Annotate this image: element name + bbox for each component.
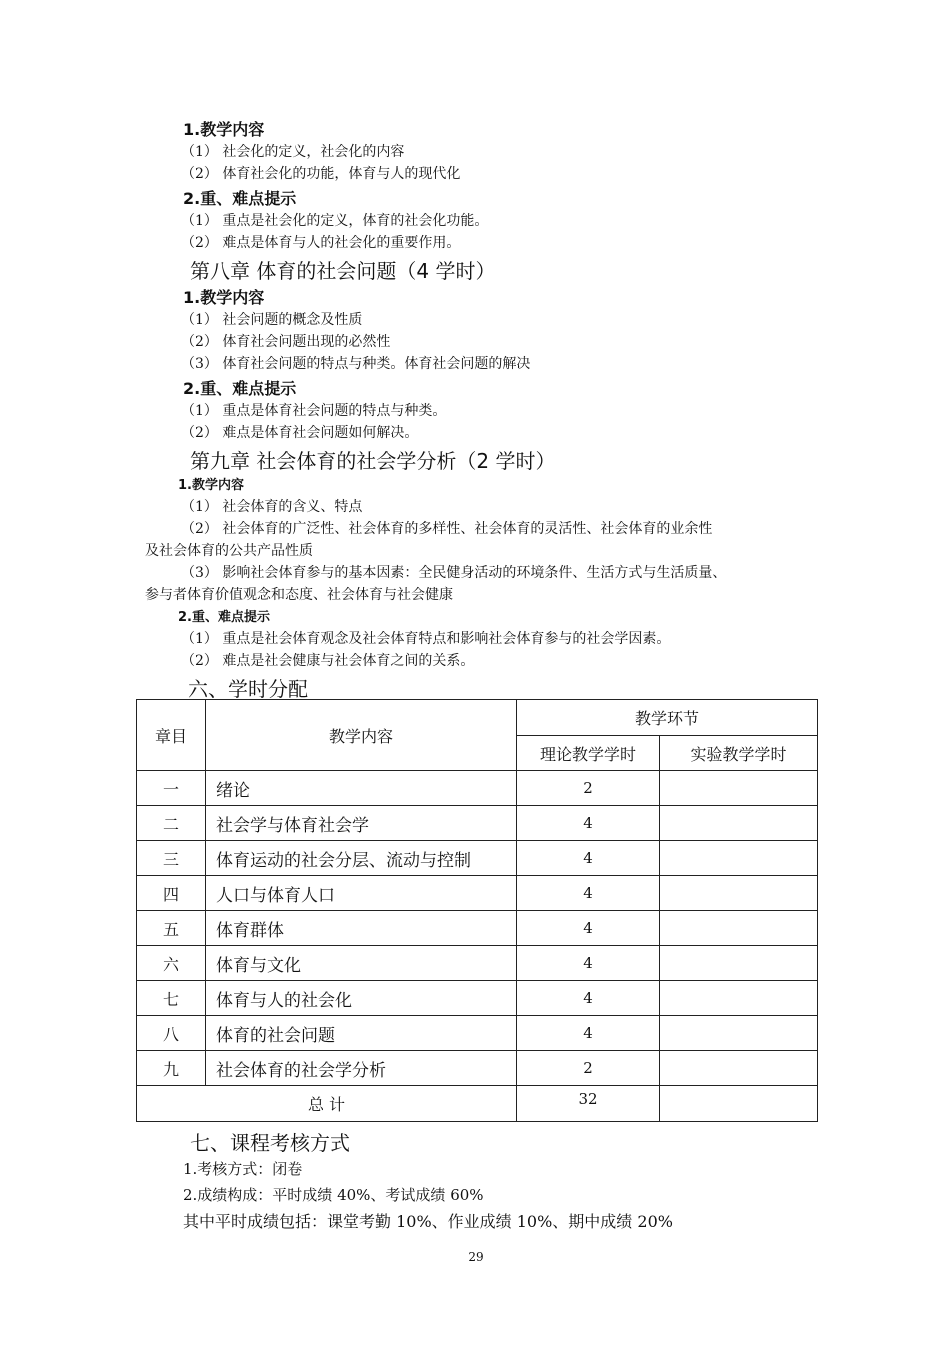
- row-lab-hours: [660, 841, 818, 876]
- row-chapter-number: 二: [137, 806, 206, 841]
- col-header-lab-hours: 实验教学学时: [660, 736, 818, 771]
- row-theory-hours: 2: [517, 771, 660, 806]
- ch9-key-item-2: （2） 难点是社会健康与社会体育之间的关系。: [181, 653, 475, 669]
- ch9-content-item-2a: （2） 社会体育的广泛性、社会体育的多样性、社会体育的灵活性、社会体育的业余性: [181, 521, 713, 537]
- row-chapter-number: 四: [137, 876, 206, 911]
- table-row: [137, 876, 818, 911]
- row-chapter-number: 五: [137, 911, 206, 946]
- row-content: 体育群体: [206, 911, 517, 946]
- total-row: [137, 1086, 818, 1122]
- row-content: 人口与体育人口: [206, 876, 517, 911]
- row-lab-hours: [660, 911, 818, 946]
- row-theory-hours: 4: [517, 911, 660, 946]
- col-header-chapter: 章目: [137, 700, 206, 771]
- row-theory-hours: 4: [517, 876, 660, 911]
- total-lab-hours: [660, 1086, 818, 1122]
- row-lab-hours: [660, 1051, 818, 1086]
- ch8-key-heading: 2.重、难点提示: [183, 379, 297, 398]
- row-content: 体育与文化: [206, 946, 517, 981]
- ch9-key-item-1: （1） 重点是社会体育观念及社会体育特点和影响社会体育参与的社会学因素。: [181, 631, 671, 647]
- hours-allocation-table: [136, 699, 818, 1122]
- ch9-content-item-3a: （3） 影响社会体育参与的基本因素：全民健身活动的环境条件、生活方式与生活质量、: [181, 565, 727, 581]
- row-lab-hours: [660, 1016, 818, 1051]
- ch7-key-item-1: （1） 重点是社会化的定义，体育的社会化功能。: [181, 213, 489, 229]
- page-number: 29: [468, 1250, 484, 1264]
- row-lab-hours: [660, 981, 818, 1016]
- ch8-content-item-3: （3） 体育社会问题的特点与种类。体育社会问题的解决: [181, 356, 531, 372]
- ch8-content-heading: 1.教学内容: [183, 288, 265, 307]
- row-theory-hours: 4: [517, 981, 660, 1016]
- row-theory-hours: 2: [517, 1051, 660, 1086]
- row-content: 体育运动的社会分层、流动与控制: [206, 841, 517, 876]
- ch8-content-item-2: （2） 体育社会问题出现的必然性: [181, 334, 391, 350]
- ch9-content-item-3b: 参与者体育价值观念和态度、社会体育与社会健康: [145, 587, 453, 603]
- ch7-key-heading: 2.重、难点提示: [183, 189, 297, 208]
- table-row: [137, 911, 818, 946]
- table-row: [137, 981, 818, 1016]
- ch7-key-item-2: （2） 难点是体育与人的社会化的重要作用。: [181, 235, 461, 251]
- row-chapter-number: 三: [137, 841, 206, 876]
- row-lab-hours: [660, 771, 818, 806]
- row-lab-hours: [660, 946, 818, 981]
- usual-grade-breakdown: 其中平时成绩包括：课堂考勤 10%、作业成绩 10%、期中成绩 20%: [183, 1212, 673, 1231]
- col-header-teaching-stage: 教学环节: [517, 700, 818, 736]
- row-chapter-number: 一: [137, 771, 206, 806]
- table-row: [137, 946, 818, 981]
- row-content: 绪论: [206, 771, 517, 806]
- row-content: 体育的社会问题: [206, 1016, 517, 1051]
- row-theory-hours: 4: [517, 946, 660, 981]
- ch9-content-item-1: （1） 社会体育的含义、特点: [181, 499, 363, 515]
- section6-title: 六、学时分配: [188, 677, 308, 701]
- col-header-theory-hours: 理论教学学时: [517, 736, 660, 771]
- ch7-content-item-2: （2） 体育社会化的功能，体育与人的现代化: [181, 166, 461, 182]
- row-lab-hours: [660, 806, 818, 841]
- ch7-content-heading: 1.教学内容: [183, 120, 265, 139]
- row-chapter-number: 八: [137, 1016, 206, 1051]
- table-row: [137, 1016, 818, 1051]
- table-row: [137, 841, 818, 876]
- row-content: 体育与人的社会化: [206, 981, 517, 1016]
- row-lab-hours: [660, 876, 818, 911]
- row-chapter-number: 六: [137, 946, 206, 981]
- ch8-content-item-1: （1） 社会问题的概念及性质: [181, 312, 363, 328]
- row-chapter-number: 九: [137, 1051, 206, 1086]
- row-chapter-number: 七: [137, 981, 206, 1016]
- section7-title: 七、课程考核方式: [190, 1131, 350, 1155]
- ch9-key-heading: 2.重、难点提示: [178, 610, 270, 625]
- chapter8-title: 第八章 体育的社会问题（4 学时）: [190, 259, 496, 283]
- ch7-content-item-1: （1） 社会化的定义，社会化的内容: [181, 144, 405, 160]
- ch8-key-item-2: （2） 难点是体育社会问题如何解决。: [181, 425, 419, 441]
- row-theory-hours: 4: [517, 806, 660, 841]
- exam-method: 1.考核方式：闭卷: [183, 1160, 303, 1178]
- chapter9-title: 第九章 社会体育的社会学分析（2 学时）: [190, 449, 556, 473]
- table-row: [137, 1051, 818, 1086]
- ch9-content-item-2b: 及社会体育的公共产品性质: [145, 543, 313, 559]
- table-row: [137, 806, 818, 841]
- col-header-content: 教学内容: [206, 700, 517, 771]
- table-row: [137, 771, 818, 806]
- row-theory-hours: 4: [517, 1016, 660, 1051]
- ch8-key-item-1: （1） 重点是体育社会问题的特点与种类。: [181, 403, 447, 419]
- row-content: 社会学与体育社会学: [206, 806, 517, 841]
- ch9-content-heading: 1.教学内容: [178, 478, 244, 493]
- row-theory-hours: 4: [517, 841, 660, 876]
- total-theory-hours: 32: [517, 1086, 660, 1122]
- grade-composition: 2.成绩构成：平时成绩 40%、考试成绩 60%: [183, 1186, 484, 1204]
- total-label: 总 计: [137, 1086, 517, 1122]
- row-content: 社会体育的社会学分析: [206, 1051, 517, 1086]
